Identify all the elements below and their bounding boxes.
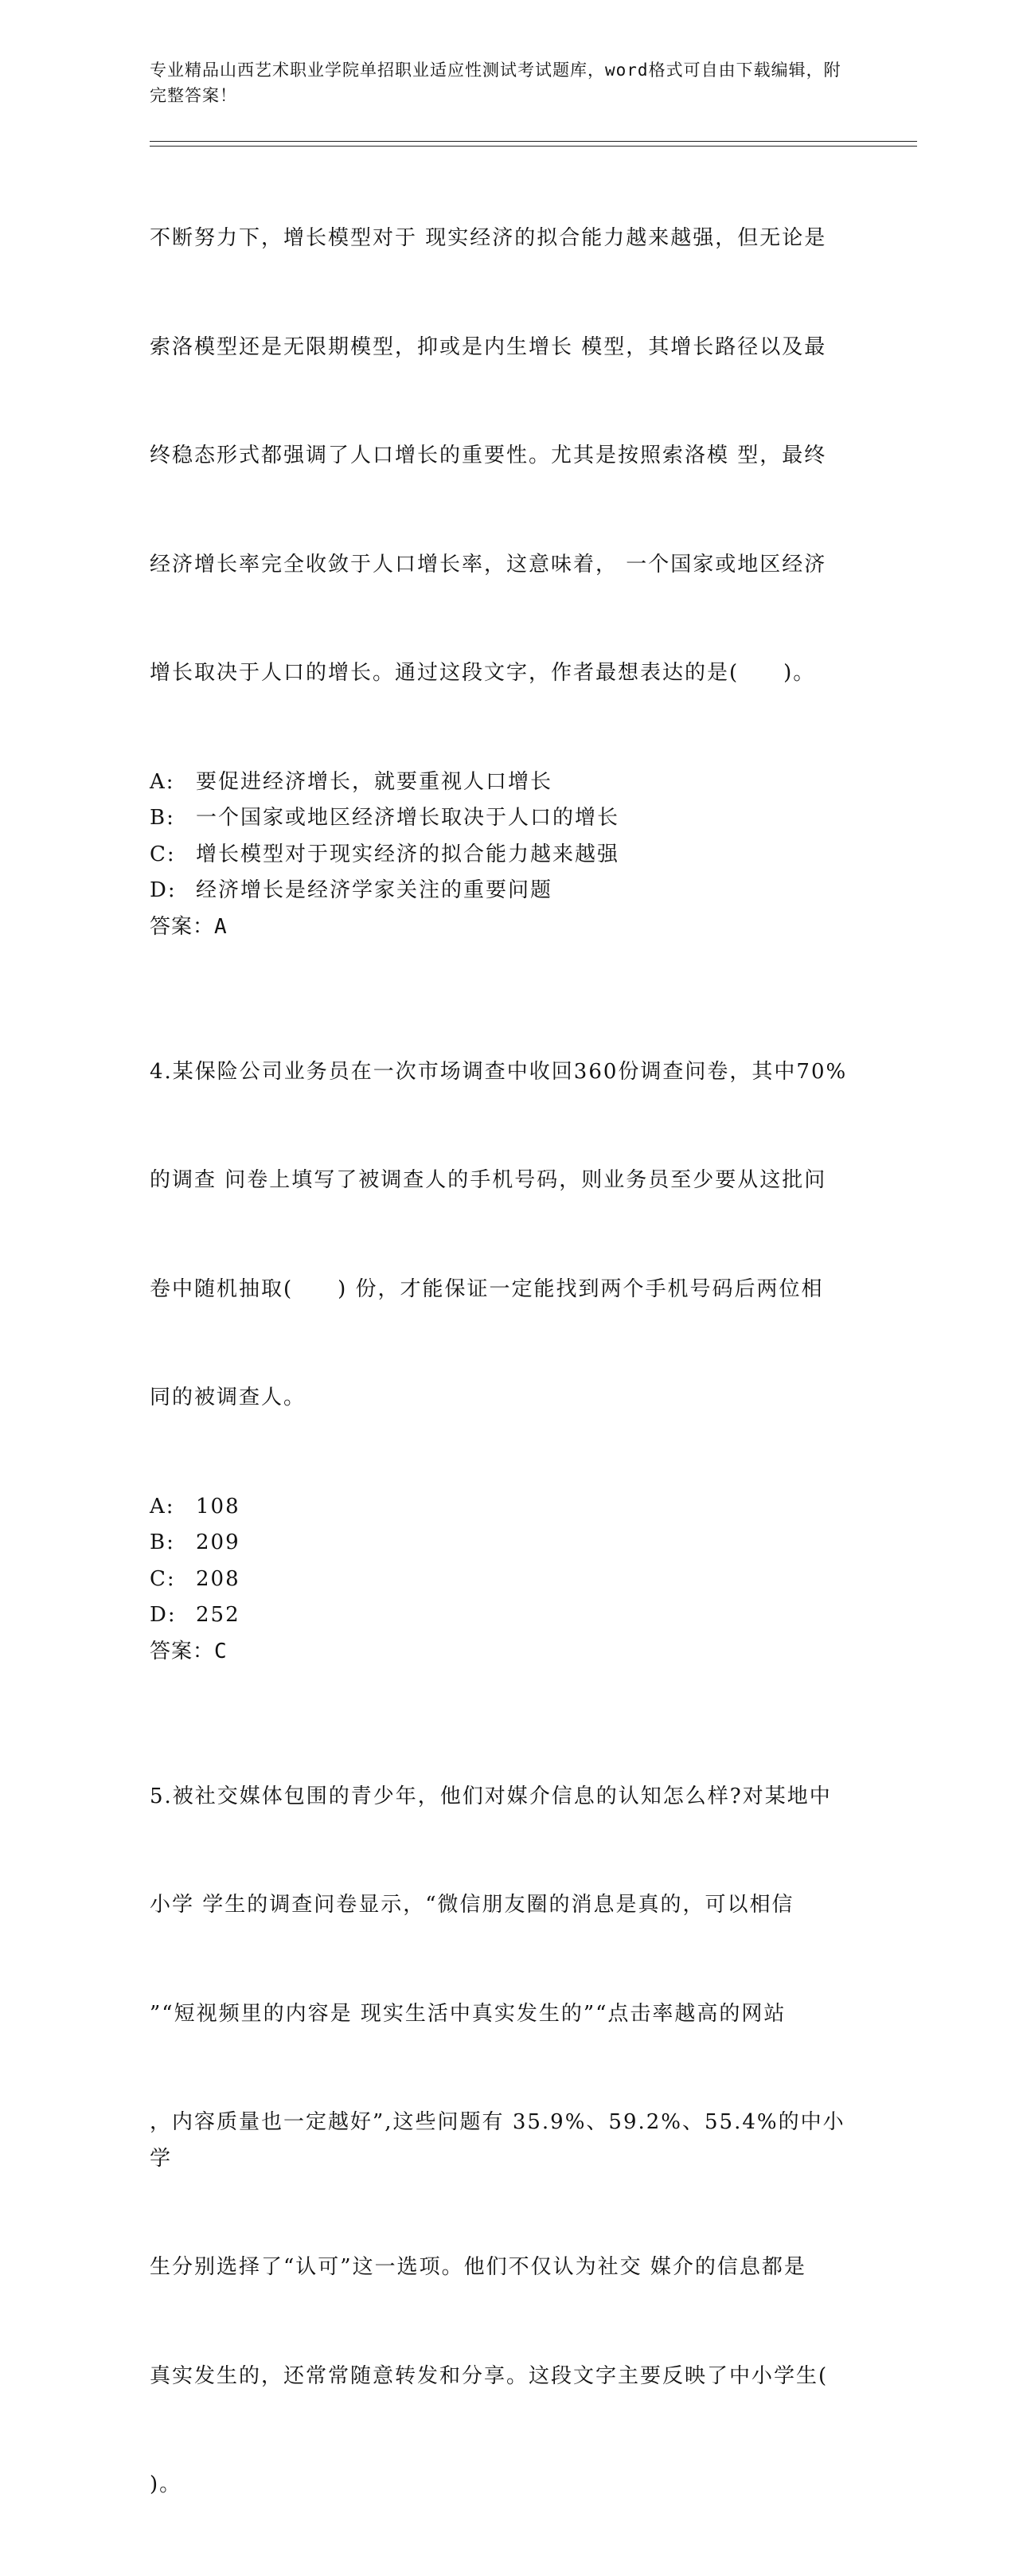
option-text: 经济增长是经济学家关注的重要问题 (196, 878, 553, 902)
option-letter: B: (150, 806, 175, 830)
option-c (150, 837, 866, 874)
option-text: 208 (196, 1566, 240, 1591)
option-b (150, 800, 866, 837)
option-text: 增长模型对于现实经济的拟合能力越来越强 (196, 842, 620, 866)
stem-line: 经济增长率完全收敛于人口增长率，这意味着， 一个国家或地区经济 (150, 552, 827, 577)
option-letter: A: (150, 1494, 175, 1519)
stem-line: 4.某保险公司业务员在一次市场调查中收回360份调查问卷，其中70% (150, 1059, 848, 1084)
option-text: 108 (196, 1494, 240, 1519)
option-letter: C: (150, 842, 176, 866)
option-text: 209 (196, 1530, 240, 1554)
option-d (150, 1597, 866, 1634)
stem-line: 索洛模型还是无限期模型，抑或是内生增长 模型，其增长路径以及最 (150, 334, 827, 359)
option-letter: D: (150, 1603, 177, 1627)
option-letter: C: (150, 1566, 176, 1591)
stem-line: 的调查 问卷上填写了被调查人的手机号码，则业务员至少要从这批问 (150, 1168, 827, 1192)
option-d (150, 873, 866, 909)
question-5-stem (150, 1706, 866, 2576)
question-3-answer: 答案：A (150, 914, 228, 939)
option-c (150, 1562, 866, 1598)
stem-line: ”“短视频里的内容是 现实生活中真实发生的”“点击率越高的网站 (150, 2001, 787, 2026)
document-header-title: 专业精品山西艺术职业学院单招职业适应性测试考试题库，word格式可自由下载编辑，附完整答案！ (150, 61, 841, 105)
stem-line: 小学 学生的调查问卷显示，“微信朋友圈的消息是真的，可以相信 (150, 1893, 794, 1917)
stem-line: 增长取决于人口的增长。通过这段文字，作者最想表达的是( )。 (150, 661, 816, 685)
stem-line: 生分别选择了“认可”这一选项。他们不仅认为社交 媒介的信息都是 (150, 2255, 806, 2279)
question-4 (150, 982, 866, 1671)
question-4-answer: 答案：C (150, 1639, 228, 1663)
option-text: 252 (196, 1603, 240, 1627)
stem-line: 不断努力下，增长模型对于 现实经济的拟合能力越来越强，但无论是 (150, 226, 827, 250)
stem-line: 终稳态形式都强调了人口增长的重要性。尤其是按照索洛模 型，最终 (150, 444, 827, 467)
stem-line: 同的被调查人。 (150, 1386, 306, 1409)
header-rule-bottom (150, 146, 917, 147)
question-3 (150, 148, 866, 945)
question-3-stem (150, 148, 866, 764)
option-letter: B: (150, 1530, 175, 1554)
option-text: 一个国家或地区经济增长取决于人口的增长 (196, 806, 620, 830)
option-text: 要促进经济增长，就要重视人口增长 (196, 769, 553, 794)
stem-line: 卷中随机抽取( ) 份，才能保证一定能找到两个手机号码后两位相 (150, 1276, 824, 1301)
option-letter: D: (150, 878, 177, 902)
stem-line: 真实发生的，还常常随意转发和分享。这段文字主要反映了中小学生( (150, 2363, 829, 2388)
header-rule-top (150, 141, 917, 142)
question-5 (150, 1706, 866, 2576)
stem-line: )。 (150, 2472, 182, 2496)
option-letter: A: (150, 769, 175, 794)
question-content (150, 148, 866, 2576)
spacer (150, 945, 866, 982)
question-4-stem (150, 982, 866, 1489)
stem-line: ，内容质量也一定越好”,这些问题有 35.9%、59.2%、55.4%的中小学 (150, 2110, 845, 2171)
option-a (150, 1489, 866, 1526)
stem-line: 5.被社交媒体包围的青少年，他们对媒介信息的认知怎么样?对某地中 (150, 1784, 832, 1808)
spacer (150, 1670, 866, 1706)
option-b (150, 1525, 866, 1562)
option-a (150, 764, 866, 801)
